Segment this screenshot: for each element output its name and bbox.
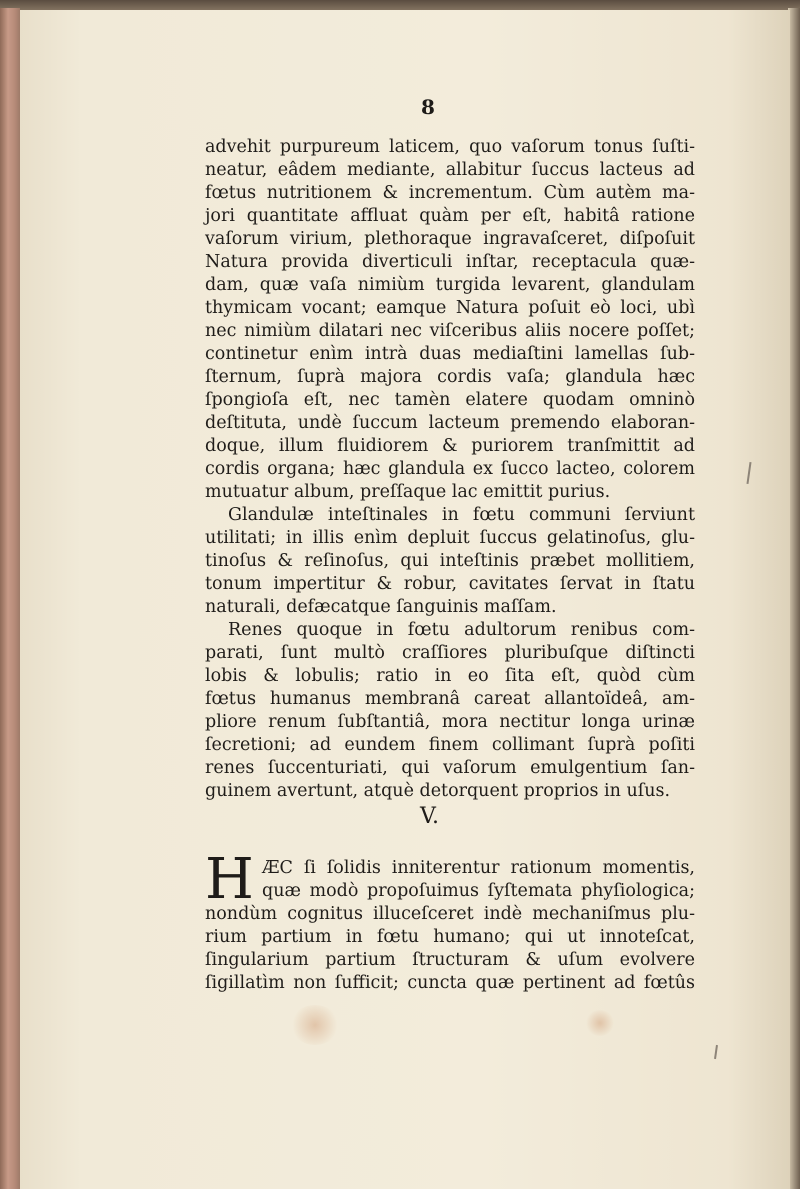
text-line: cordis organa; hæc glandula ex ſucco lacteo, colorem: [205, 459, 695, 479]
text-line: ſternum, ſuprà majora cordis vaſa; glandula hæc: [205, 367, 695, 387]
page-stain: [585, 1010, 615, 1036]
text-line: tinoſus & reſinoſus, qui inteſtinis præbet mollitiem,: [205, 551, 695, 571]
book-spine-edge: [0, 8, 20, 1189]
text-line: tonum impertitur & robur, cavitates ſervat in ſtatu: [205, 574, 695, 594]
pencil-mark: [746, 462, 751, 484]
text-line: deſtituta, undè ſuccum lacteum premendo elaboran-: [205, 413, 695, 433]
text-line: nondùm cognitus illuceſceret indè mechaniſmus plu-: [205, 904, 695, 924]
text-line: Natura provida diverticuli inſtar, receptacula quæ-: [205, 252, 695, 272]
text-line: continetur enìm intrà duas mediaſtini lamellas ſub-: [205, 344, 695, 364]
pencil-mark: [714, 1045, 718, 1059]
text-line: renes ſuccenturiati, qui vaſorum emulgentium ſan-: [205, 758, 695, 778]
text-line: lobis & lobulis; ratio in eo ſita eſt, quòd cùm: [205, 666, 695, 686]
text-line: Glandulæ inteſtinales in fœtu communi ſerviunt: [228, 505, 695, 525]
text-line: dam, quæ vaſa nimiùm turgida levarent, glandulam: [205, 275, 695, 295]
text-line: vaſorum virium, plethoraque ingravaſceret, diſpoſuit: [205, 229, 695, 249]
text-line: pliore renum ſubſtantiâ, mora nectitur longa urinæ: [205, 712, 695, 732]
text-line: naturali, defæcatque ſanguinis maſſam.: [205, 597, 557, 617]
text-line: jori quantitate affluat quàm per eſt, habitâ ratione: [205, 206, 695, 226]
text-line: ſigillatìm non ſufficit; cuncta quæ pertinent ad fœtûs: [205, 973, 695, 993]
text-line: fœtus humanus membranâ careat allantoïdeâ, am-: [205, 689, 695, 709]
drop-cap: H: [205, 847, 254, 912]
text-line: rium partium in fœtu humano; qui ut innoteſcat,: [205, 927, 695, 947]
text-line: advehit purpureum laticem, quo vaſorum tonus ſuſti-: [205, 137, 695, 157]
page-stain: [290, 1005, 340, 1045]
text-line: parati, ſunt multò craſſiores pluribuſque diſtincti: [205, 643, 695, 663]
text-line: ſingularium partium ſtructuram & uſum evolvere: [205, 950, 695, 970]
text-line: ſpongioſa eſt, nec tamèn elatere quodam omninò: [205, 390, 695, 410]
text-line: nec nimiùm dilatari nec viſceribus aliis nocere poſſet;: [205, 321, 695, 341]
text-line: neatur, eâdem mediante, allabitur ſuccus lacteus ad: [205, 160, 695, 180]
text-line: mutuatur album, preſſaque lac emittit purius.: [205, 482, 611, 502]
text-line: guinem avertunt, atquè detorquent proprios in uſus.: [205, 781, 671, 801]
text-line: doque, illum fluidiorem & puriorem tranſmittit ad: [205, 436, 695, 456]
text-line: ſecretioni; ad eundem finem collimant ſuprà poſiti: [205, 735, 695, 755]
text-line: thymicam vocant; eamque Natura poſuit eò loci, ubì: [205, 298, 695, 318]
section-heading: V.: [420, 804, 440, 829]
page-number: 8: [421, 95, 435, 119]
text-line: Renes quoque in fœtu adultorum renibus com-: [228, 620, 695, 640]
text-line: utilitati; in illis enìm depluit ſuccus gelatinoſus, glu-: [205, 528, 695, 548]
text-line: ÆC ſi ſolidis inniterentur rationum momentis,: [262, 858, 695, 878]
text-line: quæ modò propoſuimus ſyſtemata phyſiologica;: [262, 881, 695, 901]
text-line: fœtus nutritionem & incrementum. Cùm autèm ma-: [205, 183, 695, 203]
